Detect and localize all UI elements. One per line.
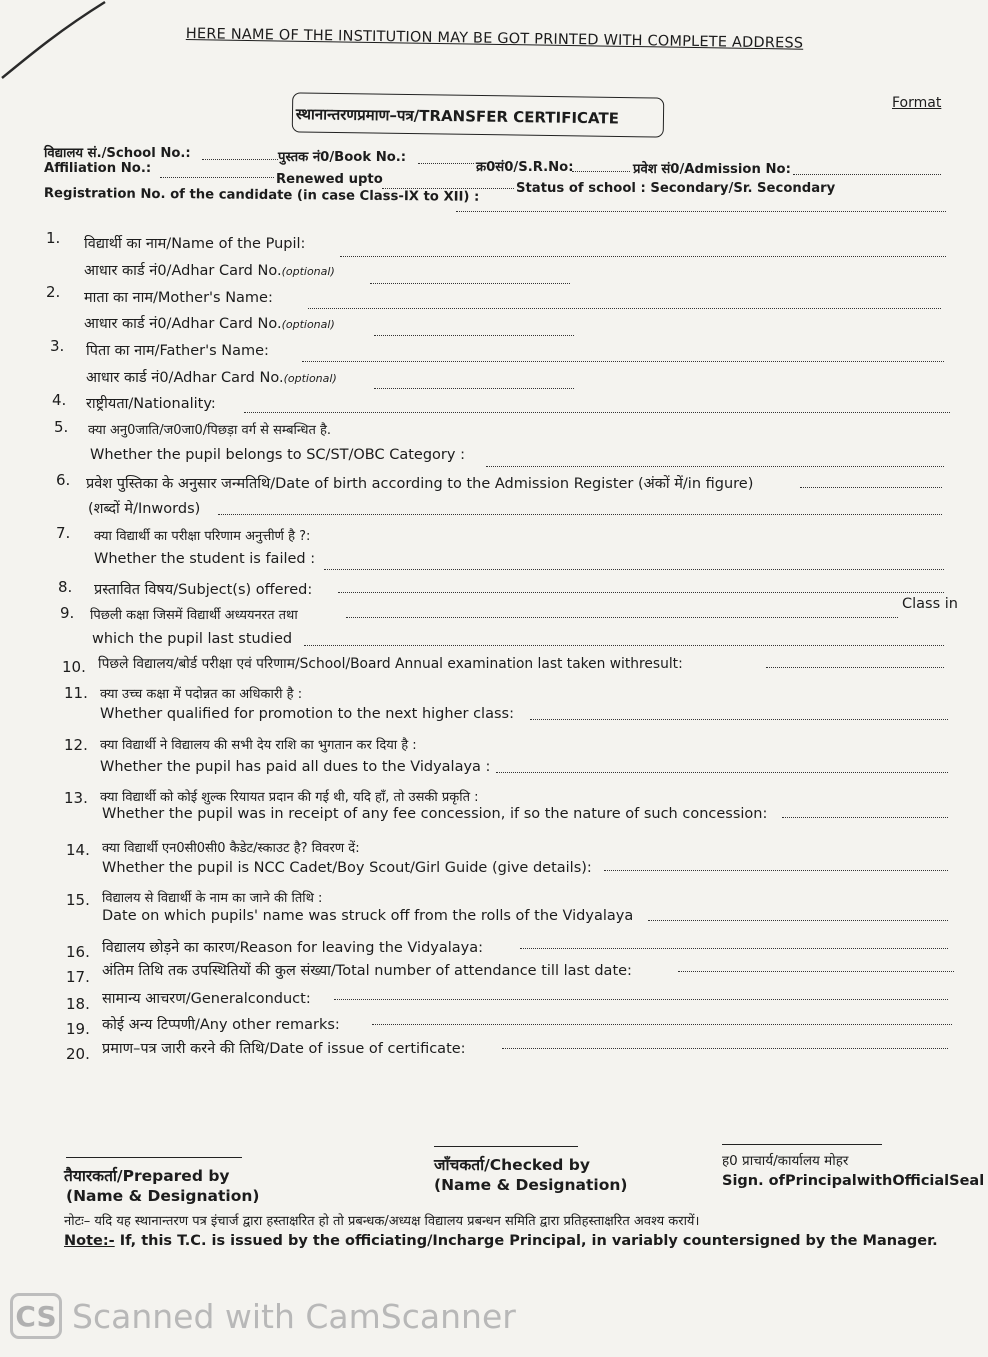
- camscanner-text: Scanned with CamScanner: [72, 1296, 516, 1336]
- failed-field[interactable]: [324, 569, 944, 570]
- subjects-label: प्रस्तावित विषय/Subject(s) offered:: [94, 582, 313, 598]
- issue-date-field[interactable]: [502, 1048, 948, 1049]
- pupil-adhar-label: आधार कार्ड नं0/Adhar Card No.(optional): [84, 263, 335, 279]
- mother-adhar-field[interactable]: [374, 335, 574, 336]
- item-number: 2.: [46, 283, 61, 301]
- book-no-label: पुस्तक नं0/Book No.:: [278, 150, 407, 165]
- camscanner-watermark: [10, 1290, 516, 1342]
- item-number: 12.: [64, 736, 88, 754]
- fee-concession-label: Whether the pupil was in receipt of any fee concession, if so the nature of such concession:: [102, 806, 768, 822]
- note-english: Note:- If, this T.C. is issued by the officiating/Incharge Principal, in variably countersigned by the Manager.: [64, 1233, 938, 1249]
- dob-label: प्रवेश पुस्तिका के अनुसार जन्मतिथि/Date of birth according to the Admission Register (अंकों में/in figure): [86, 476, 754, 492]
- principal-label: Sign. ofPrincipalwithOfficialSeal: [722, 1173, 985, 1189]
- item-number: 19.: [66, 1020, 90, 1038]
- pupil-name-label: विद्यार्थी का नाम/Name of the Pupil:: [84, 236, 306, 252]
- issue-date-label: प्रमाण–पत्र जारी करने की तिथि/Date of issue of certificate:: [102, 1041, 466, 1057]
- status-of-school: Status of school : Secondary/Sr. Secondary: [516, 181, 836, 196]
- item-number: 8.: [58, 578, 73, 596]
- exam-result-label: पिछले विद्यालय/बोर्ड परीक्षा एवं परिणाम/School/Board Annual examination last taken withresult:: [98, 656, 683, 672]
- principal-signature-line[interactable]: [722, 1144, 882, 1145]
- dob-figure-field[interactable]: [800, 487, 942, 488]
- dues-label: Whether the pupil has paid all dues to the Vidyalaya :: [100, 759, 491, 775]
- struck-off-field[interactable]: [648, 920, 948, 921]
- camscanner-logo-icon: CS: [10, 1293, 62, 1339]
- pupil-adhar-field[interactable]: [370, 283, 570, 284]
- checked-by-label: जाँचकर्ता/Checked by: [434, 1156, 590, 1174]
- school-no-label: विद्यालय सं./School No.:: [44, 146, 191, 161]
- registration-no-field[interactable]: [456, 211, 946, 212]
- note-hindi: नोटः– यदि यह स्थानान्तरण पत्र इंचार्ज द्वारा हस्ताक्षरित हो तो प्रबन्धक/अध्यक्ष विद्यालय प्रबन्धन समिति द्वारा प्रतिहस्ताक्षरित अवश्य करायें।: [64, 1214, 700, 1229]
- father-name-label: पिता का नाम/Father's Name:: [86, 343, 269, 359]
- father-adhar-field[interactable]: [374, 388, 574, 389]
- nationality-label: राष्ट्रीयता/Nationality:: [86, 396, 216, 412]
- item-number: 14.: [66, 841, 90, 859]
- last-class-label: which the pupil last studied: [92, 631, 293, 647]
- admission-no-field[interactable]: [793, 174, 941, 175]
- item-number: 6.: [56, 471, 71, 489]
- failed-hindi: क्या विद्यार्थी का परीक्षा परिणाम अनुत्तीर्ण है ?:: [94, 529, 311, 544]
- father-name-field[interactable]: [302, 361, 944, 362]
- attendance-label: अंतिम तिथि तक उपस्थितियों की कुल संख्या/Total number of attendance till last date:: [102, 963, 632, 979]
- checked-by-sub: (Name & Designation): [434, 1176, 628, 1194]
- school-no-field[interactable]: [202, 159, 278, 160]
- exam-result-field[interactable]: [766, 667, 944, 668]
- prepared-by-label: तैयारकर्ता/Prepared by: [64, 1167, 230, 1185]
- remarks-field[interactable]: [372, 1024, 952, 1025]
- item-number: 1.: [46, 229, 61, 247]
- struck-off-hindi: विद्यालय से विद्यार्थी के नाम का जाने की तिथि :: [102, 891, 323, 906]
- failed-label: Whether the student is failed :: [94, 551, 316, 567]
- remarks-label: कोई अन्य टिप्पणी/Any other remarks:: [102, 1017, 340, 1033]
- prepared-by-sub: (Name & Designation): [66, 1187, 260, 1205]
- principal-hindi-label: ह0 प्राचार्य/कार्यालय मोहर: [722, 1153, 849, 1169]
- book-no-field[interactable]: [418, 163, 474, 164]
- conduct-label: सामान्य आचरण/Generalconduct:: [102, 991, 311, 1007]
- dues-field[interactable]: [496, 772, 948, 773]
- sr-no-field[interactable]: [572, 171, 630, 172]
- item-number: 10.: [62, 658, 86, 676]
- father-adhar-label: आधार कार्ड नं0/Adhar Card No.(optional): [86, 370, 337, 386]
- dob-words-label: (शब्दों मे/Inwords): [88, 501, 201, 517]
- fee-concession-hindi: क्या विद्यार्थी को कोई शुल्क रियायत प्रदान की गई थी, यदि हाँ, तो उसकी प्रकृति :: [100, 790, 479, 805]
- mother-name-label: माता का नाम/Mother's Name:: [84, 290, 273, 306]
- item-number: 7.: [56, 524, 71, 542]
- sc-st-obc-hindi: क्या अनु0जाति/ज0जा0/पिछड़ा वर्ग से सम्बन्धित है.: [88, 423, 332, 438]
- affiliation-no-label: Affiliation No.:: [44, 161, 152, 176]
- renewed-upto-label: Renewed upto: [276, 172, 383, 187]
- mother-name-field[interactable]: [308, 308, 941, 309]
- affiliation-no-field[interactable]: [160, 177, 274, 178]
- pen-stroke-mark: [0, 0, 120, 90]
- institution-note: HERE NAME OF THE INSTITUTION MAY BE GOT PRINTED WITH COMPLETE ADDRESS: [185, 26, 804, 52]
- item-number: 20.: [66, 1045, 90, 1063]
- leaving-reason-label: विद्यालय छोड़ने का कारण/Reason for leaving the Vidyalaya:: [102, 940, 484, 956]
- leaving-reason-field[interactable]: [520, 948, 948, 949]
- pupil-name-field[interactable]: [340, 256, 946, 257]
- dob-words-field[interactable]: [218, 514, 942, 515]
- last-class-hindi: पिछली कक्षा जिसमें विद्यार्थी अध्ययनरत तथा: [90, 608, 298, 623]
- registration-no-label: Registration No. of the candidate (in case Class-IX to XII) :: [43, 186, 480, 205]
- item-number: 5.: [54, 418, 69, 436]
- sr-no-label: क्र0सं0/S.R.No:: [476, 160, 574, 175]
- ncc-label: Whether the pupil is NCC Cadet/Boy Scout/Girl Guide (give details):: [102, 860, 592, 876]
- item-number: 9.: [60, 604, 75, 622]
- item-number: 18.: [66, 995, 90, 1013]
- class-in-label: Class in: [902, 596, 958, 612]
- item-number: 16.: [66, 943, 90, 961]
- ncc-field[interactable]: [604, 870, 948, 871]
- prepared-by-signature-line[interactable]: [66, 1157, 242, 1158]
- dues-hindi: क्या विद्यार्थी ने विद्यालय की सभी देय राशि का भुगतान कर दिया है :: [100, 738, 417, 753]
- nationality-field[interactable]: [244, 412, 950, 413]
- item-number: 3.: [50, 337, 65, 355]
- format-label: Format: [892, 95, 942, 111]
- promotion-label: Whether qualified for promotion to the next higher class:: [100, 706, 514, 722]
- attendance-field[interactable]: [678, 971, 954, 972]
- item-number: 11.: [64, 684, 88, 702]
- promotion-hindi: क्या उच्च कक्षा में पदोन्नत का अधिकारी है :: [100, 687, 303, 702]
- item-number: 13.: [64, 789, 88, 807]
- conduct-field[interactable]: [334, 999, 948, 1000]
- certificate-title: स्थानान्तरणप्रमाण–पत्र/TRANSFER CERTIFICATE: [295, 104, 620, 128]
- admission-no-label: प्रवेश सं0/Admission No:: [633, 162, 791, 177]
- struck-off-label: Date on which pupils' name was struck off from the rolls of the Vidyalaya: [102, 908, 634, 924]
- last-class-studied-field[interactable]: [304, 645, 944, 646]
- item-number: 15.: [66, 891, 90, 909]
- item-number: 17.: [66, 968, 90, 986]
- mother-adhar-label: आधार कार्ड नं0/Adhar Card No.(optional): [84, 316, 335, 332]
- category-field[interactable]: [486, 466, 944, 467]
- item-number: 4.: [52, 391, 67, 409]
- sc-st-obc-label: Whether the pupil belongs to SC/ST/OBC Category :: [90, 447, 465, 463]
- ncc-hindi: क्या विद्यार्थी एन0सी0सी0 कैडेट/स्काउट है? विवरण दें:: [102, 841, 360, 856]
- subjects-field[interactable]: [338, 592, 944, 593]
- last-class-field[interactable]: [346, 617, 898, 618]
- checked-by-signature-line[interactable]: [434, 1146, 578, 1147]
- fee-concession-field[interactable]: [782, 817, 948, 818]
- promotion-field[interactable]: [530, 719, 948, 720]
